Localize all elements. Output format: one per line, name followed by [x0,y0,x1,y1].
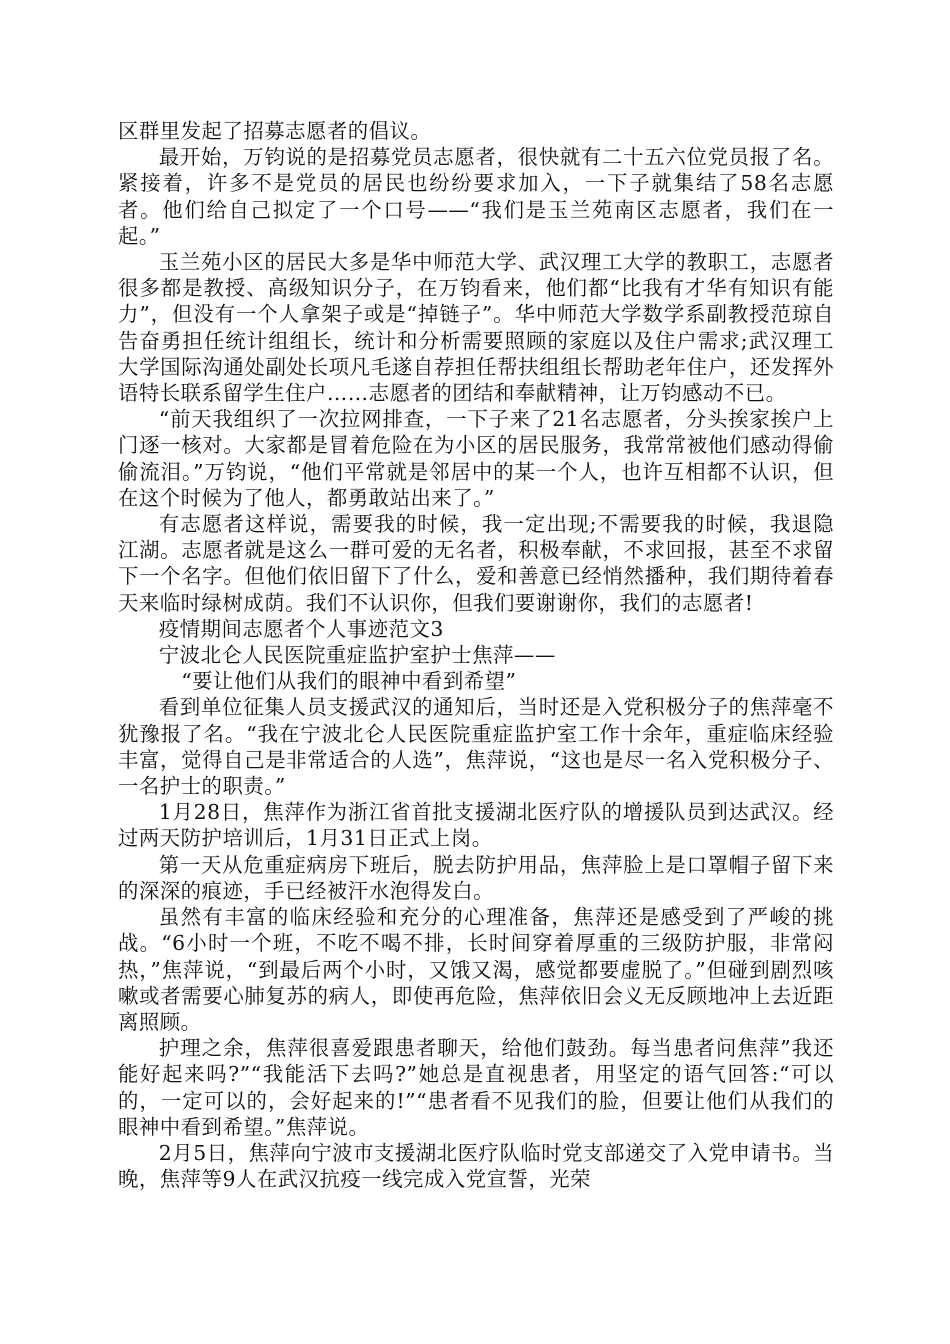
paragraph-5: 有志愿者这样说，需要我的时候，我一定出现;不需要我的时候，我退隐江湖。志愿者就是这么一群可爱的无名者，积极奉献，不求回报，甚至不求留下一个名字。但他们依旧留下了什么，爱和善意已经悄然播种，我们期待着春天来临时绿树成荫。我们不认识你，但我们要谢谢你，我们的志愿者! [118,512,834,615]
paragraph-10: 护理之余，焦萍很喜爱跟患者聊天，给他们鼓劲。每当患者问焦萍”我还能好起来吗?”“我能活下去吗?”她总是直视患者，用坚定的语气回答:“可以的，一定可以的，会好起来的!”“患者看不见我们的脸，但要让他们从我们的眼神中看到希望。”焦萍说。 [118,1036,834,1139]
paragraph-2: 最开始，万钧说的是招募党员志愿者，很快就有二十五六位党员报了名。紧接着，许多不是党员的居民也纷纷要求加入，一下子就集结了58名志愿者。他们给自己拟定了一个口号——“我们是玉兰苑南区志愿者，我们在一起。” [118,145,834,248]
section-heading: 疫情期间志愿者个人事迹范文3 [158,616,444,641]
paragraph-8: 第一天从危重症病房下班后，脱去防护用品，焦萍脸上是口罩帽子留下来的深深的痕迹，手已经被汗水泡得发白。 [118,852,834,903]
document-page [118,118,834,1192]
paragraph-4: “前天我组织了一次拉网排查，一下子来了21名志愿者，分头挨家挨户上门逐一核对。大家都是冒着危险在为小区的居民服务，我常常被他们感动得偷偷流泪。”万钧说，“他们平常就是邻居中的某一个人，也许互相都不认识，但在这个时候为了他人，都勇敢站出来了。” [118,407,834,510]
paragraph-7: 1月28日，焦萍作为浙江省首批支援湖北医疗队的增援队员到达武汉。经过两天防护培训后，1月31日正式上岗。 [118,800,834,851]
paragraph-9: 虽然有丰富的临床经验和充分的心理准备，焦萍还是感受到了严峻的挑战。“6小时一个班，不吃不喝不排，长时间穿着厚重的三级防护服，非常闷热，”焦萍说，“到最后两个小时，又饿又渴，感觉都要虚脱了。”但碰到剧烈咳嗽或者需要心肺复苏的病人，即使再危险，焦萍依旧会义无反顾地冲上去近距离照顾。 [118,905,834,1034]
article-subtitle: “要让他们从我们的眼神中看到希望” [181,669,517,694]
article-title: 宁波北仑人民医院重症监护室护士焦萍—— [158,643,556,668]
paragraph-6: 看到单位征集人员支援武汉的通知后，当时还是入党积极分子的焦萍毫不犹豫报了名。“我在宁波北仑人民医院重症监护室工作十余年，重症临床经验丰富，觉得自己是非常适合的人选”，焦萍说，“这也是尽一名入党积极分子、一名护士的职责。” [118,695,834,799]
paragraph-3: 玉兰苑小区的居民大多是华中师范大学、武汉理工大学的教职工，志愿者很多都是教授、高级知识分子，在万钧看来，他们都“比我有才华有知识有能力”，但没有一个人拿架子或是“掉链子”。华中师范大学数学系副教授范琼自告奋勇担任统计组组长，统计和分析需要照顾的家庭以及住户需求;武汉理工大学国际沟通处副处长项凡毛遂自荐担任帮扶组组长帮助老年住户，还发挥外语特长联系留学生住户……志愿者的团结和奉献精神，让万钧感动不已。 [118,250,834,406]
paragraph-11: 2月5日，焦萍向宁波市支援湖北医疗队临时党支部递交了入党申请书。当晚，焦萍等9人在武汉抗疫一线完成入党宣誓，光荣 [118,1140,834,1192]
paragraph-1: 区群里发起了招募志愿者的倡议。 [118,119,432,143]
